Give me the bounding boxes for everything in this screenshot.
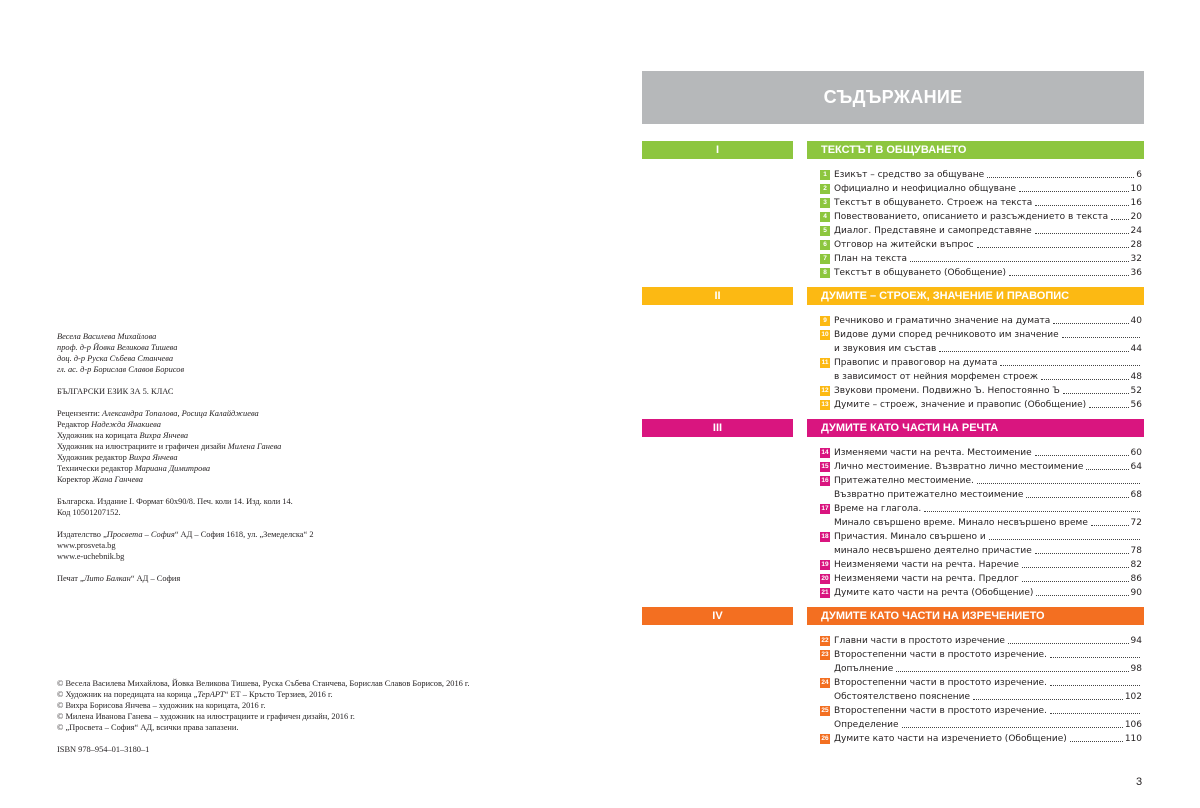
section-number: I — [642, 141, 793, 159]
entry-page-number: 82 — [1130, 560, 1142, 570]
entry-title-line: Думите като части на речта (Обобщение) — [834, 588, 1034, 598]
lesson-number-badge: 4 — [820, 212, 830, 222]
dot-leader — [1041, 379, 1129, 380]
dot-leader — [987, 177, 1134, 178]
toc-entry[interactable] — [820, 704, 1142, 732]
book-code: Код 10501207152. — [57, 508, 121, 517]
section-number: III — [642, 419, 793, 437]
entry-title-line: минало несвършено деятелно причастие — [834, 546, 1032, 556]
dot-leader — [1111, 219, 1128, 220]
entry-title-line: Причастия. Минало свършено и — [834, 532, 986, 542]
lesson-number-badge: 23 — [821, 651, 829, 658]
entry-title-line: Главни части в простото изречение — [834, 636, 1005, 646]
dot-leader — [910, 261, 1129, 262]
edition-info: Българска. Издание I. Формат 60х90/8. Печ. коли 14. Изд. коли 14. — [57, 497, 293, 506]
toc-entry[interactable] — [820, 634, 1142, 648]
credit-cover-artist: Художник на корицата Вихра Янчева — [57, 431, 189, 440]
toc-entry[interactable] — [820, 168, 1142, 182]
entry-page-number: 44 — [1130, 344, 1142, 354]
entry-page-number: 60 — [1130, 448, 1142, 458]
lesson-number-badge: 17 — [821, 505, 829, 512]
dot-leader — [1062, 337, 1140, 338]
dot-leader — [1063, 393, 1129, 394]
toc-header — [642, 71, 1144, 124]
entry-page-number: 106 — [1124, 720, 1142, 730]
entry-page-number: 110 — [1124, 734, 1142, 744]
dot-leader — [1050, 685, 1140, 686]
entry-page-number: 10 — [1130, 184, 1142, 194]
entry-title-line: Думите като части на изречението (Обобщение) — [834, 734, 1067, 744]
lesson-number-badge: 1 — [820, 170, 830, 180]
toc-entry[interactable] — [820, 224, 1142, 238]
toc-entry[interactable] — [820, 238, 1142, 252]
section-number: IV — [642, 607, 793, 625]
lesson-number-badge: 26 — [821, 735, 829, 742]
entry-title-line: Възвратно притежателно местоимение — [834, 490, 1024, 500]
author-4: гл. ас. д-р Борислав Славов Борисов — [57, 365, 185, 374]
lesson-number-badge: 19 — [821, 561, 829, 568]
lesson-number-badge: 21 — [821, 589, 829, 596]
dot-leader — [1091, 525, 1129, 526]
toc-entry[interactable] — [820, 266, 1142, 280]
lesson-number-badge: 8 — [820, 268, 830, 278]
entry-title-line: Речниково и граматично значение на думата — [834, 316, 1051, 326]
section-entry-list — [820, 314, 1142, 412]
lesson-number-badge: 16 — [821, 477, 829, 484]
dot-leader — [1070, 741, 1123, 742]
copyright-series-cover: © Художник на поредицата на корица „ТерАРТ“ ЕТ – Кръсто Терзиев, 2016 г. — [57, 690, 333, 699]
dot-leader — [1035, 205, 1128, 206]
dot-leader — [1035, 233, 1129, 234]
credit-reviewers: Рецензенти: Александра Топалова, Росица Калайджиева — [57, 409, 259, 418]
entry-title-line: и звуковия им състав — [834, 344, 937, 354]
entry-page-number: 56 — [1130, 400, 1142, 410]
toc-entry[interactable] — [820, 586, 1142, 600]
section-bar — [642, 287, 1144, 305]
toc-entry[interactable] — [820, 676, 1142, 704]
entry-page-number: 32 — [1130, 254, 1142, 264]
section-entry-list — [820, 634, 1142, 746]
section-title: ДУМИТЕ – СТРОЕЖ, ЗНАЧЕНИЕ И ПРАВОПИС — [807, 287, 1144, 305]
entry-title-line: Второстепенни части в простото изречение. — [834, 706, 1047, 716]
dot-leader — [896, 671, 1128, 672]
entry-title-line: Неизменяеми части на речта. Предлог — [834, 574, 1019, 584]
toc-entry[interactable] — [820, 732, 1142, 746]
dot-leader — [1000, 365, 1140, 366]
entry-page-number: 94 — [1130, 636, 1142, 646]
website-prosveta: www.prosveta.bg — [57, 541, 116, 550]
toc-entry[interactable] — [820, 196, 1142, 210]
entry-page-number: 36 — [1130, 268, 1142, 278]
entry-page-number: 52 — [1130, 386, 1142, 396]
entry-title-line: Обстоятелствено пояснение — [834, 692, 971, 702]
dot-leader — [1022, 567, 1129, 568]
book-title: БЪЛГАРСКИ ЕЗИК ЗА 5. КЛАС — [57, 387, 174, 396]
toc-entry[interactable] — [820, 182, 1142, 196]
copyright-publisher: © „Просвета – София“ АД, всички права запазени. — [57, 723, 239, 732]
section-bar — [642, 419, 1144, 437]
section-bar — [642, 141, 1144, 159]
entry-title-line: Звукови промени. Подвижно Ъ. Непостоянно Ъ — [834, 386, 1060, 396]
dot-leader — [1050, 657, 1140, 658]
dot-leader — [1035, 553, 1129, 554]
entry-page-number: 24 — [1130, 226, 1142, 236]
toc-entry[interactable] — [820, 210, 1142, 224]
lesson-number-badge: 24 — [821, 679, 829, 686]
lesson-number-badge: 25 — [821, 707, 829, 714]
credit-proofreader: Коректор Жана Ганчева — [57, 475, 143, 484]
entry-page-number: 86 — [1130, 574, 1142, 584]
dot-leader — [1035, 455, 1129, 456]
toc-entry[interactable] — [820, 446, 1142, 460]
entry-page-number: 28 — [1130, 240, 1142, 250]
lesson-number-badge: 12 — [821, 387, 829, 394]
entry-page-number: 98 — [1130, 664, 1142, 674]
dot-leader — [924, 511, 1140, 512]
entry-title-line: Неизменяеми части на речта. Наречие — [834, 560, 1019, 570]
section-entry-list — [820, 446, 1142, 600]
lesson-number-badge: 2 — [820, 184, 830, 194]
lesson-number-badge: 11 — [821, 359, 829, 366]
toc-section-3 — [642, 419, 1144, 598]
entry-title-line: Официално и неофициално общуване — [834, 184, 1016, 194]
toc-entry[interactable] — [820, 648, 1142, 676]
entry-title-line: Видове думи според речниковото им значение — [834, 330, 1059, 340]
lesson-number-badge: 14 — [821, 449, 829, 456]
toc-entry[interactable] — [820, 474, 1142, 502]
website-euchebnik: www.e-uchebnik.bg — [57, 552, 125, 561]
lesson-number-badge: 6 — [820, 240, 830, 250]
dot-leader — [1009, 275, 1129, 276]
entry-title-line: Време на глагола. — [834, 504, 922, 514]
lesson-number-badge: 22 — [821, 637, 829, 644]
lesson-number-badge: 15 — [821, 463, 829, 470]
dot-leader — [1089, 407, 1128, 408]
entry-title-line: Текстът в общуването (Обобщение) — [834, 268, 1006, 278]
dot-leader — [1008, 643, 1129, 644]
section-title: ТЕКСТЪТ В ОБЩУВАНЕТО — [807, 141, 1144, 159]
entry-title-line: Диалог. Представяне и самопредставяне — [834, 226, 1032, 236]
section-bar — [642, 607, 1144, 625]
credit-tech-editor: Технически редактор Мариана Димитрова — [57, 464, 211, 473]
entry-page-number: 68 — [1130, 490, 1142, 500]
toc-title: СЪДЪРЖАНИЕ — [823, 87, 963, 107]
dot-leader — [1053, 323, 1128, 324]
toc-entry[interactable] — [820, 328, 1142, 356]
entry-title-line: План на текста — [834, 254, 907, 264]
printer-info: Печат „Лито Балкан“ АД – София — [57, 574, 181, 583]
entry-page-number: 90 — [1130, 588, 1142, 598]
copyright-illustrator: © Милена Иванова Ганева – художник на илюстрациите и графичен дизайн, 2016 г. — [57, 712, 355, 721]
entry-page-number: 72 — [1130, 518, 1142, 528]
lesson-number-badge: 18 — [821, 533, 829, 540]
section-number: II — [642, 287, 793, 305]
toc-entry[interactable] — [820, 502, 1142, 530]
toc-section-2 — [642, 287, 1144, 410]
dot-leader — [989, 539, 1140, 540]
toc-entry[interactable] — [820, 314, 1142, 328]
entry-title-line: Второстепенни части в простото изречение. — [834, 678, 1047, 688]
dot-leader — [977, 483, 1140, 484]
copyright-cover-artist: © Вихра Борисова Янчева – художник на корицата, 2016 г. — [57, 701, 266, 710]
entry-title-line: Допълнение — [834, 664, 894, 674]
entry-page-number: 40 — [1130, 316, 1142, 326]
entry-title-line: Изменяеми части на речта. Местоимение — [834, 448, 1032, 458]
entry-title-line: Лично местоимение. Възвратно лично местоимение — [834, 462, 1084, 472]
dot-leader — [977, 247, 1129, 248]
entry-title-line: Притежателно местоимение. — [834, 476, 974, 486]
dot-leader — [1019, 191, 1129, 192]
credit-art-editor: Художник редактор Вихра Янчева — [57, 453, 178, 462]
dot-leader — [1050, 713, 1140, 714]
entry-title-line: Минало свършено време. Минало несвършено време — [834, 518, 1088, 528]
entry-title-line: Повествованието, описанието и разсъждението в текста — [834, 212, 1109, 222]
lesson-number-badge: 7 — [820, 254, 830, 264]
entry-title-line: Думите – строеж, значение и правопис (Обобщение) — [834, 400, 1087, 410]
section-title: ДУМИТЕ КАТО ЧАСТИ НА ИЗРЕЧЕНИЕТО — [807, 607, 1144, 625]
dot-leader — [902, 727, 1123, 728]
entry-title-line: Правопис и правоговор на думата — [834, 358, 998, 368]
entry-title-line: Определение — [834, 720, 899, 730]
credit-editor: Редактор Надежда Янакиева — [57, 420, 161, 429]
lesson-number-badge: 10 — [821, 331, 829, 338]
toc-entry[interactable] — [820, 530, 1142, 558]
publisher-info: Издателство „Просвета – София“ АД – София 1618, ул. „Земеделска“ 2 — [57, 530, 314, 539]
entry-title-line: в зависимост от нейния морфемен строеж — [834, 372, 1039, 382]
section-title: ДУМИТЕ КАТО ЧАСТИ НА РЕЧТА — [807, 419, 1144, 437]
toc-entry[interactable] — [820, 384, 1142, 398]
toc-entry[interactable] — [820, 398, 1142, 412]
author-2: проф. д-р Йовка Великова Тишева — [57, 343, 178, 352]
copyright-authors: © Весела Василева Михайлова, Йовка Великова Тишева, Руска Събева Станчева, Борислав Славов Борисов, 2016 г. — [57, 679, 470, 688]
entry-page-number: 20 — [1130, 212, 1142, 222]
entry-page-number: 102 — [1124, 692, 1142, 702]
isbn: ISBN 978–954–01–3180–1 — [57, 745, 150, 754]
entry-page-number: 16 — [1130, 198, 1142, 208]
entry-page-number: 6 — [1136, 170, 1142, 180]
toc-entry[interactable] — [820, 460, 1142, 474]
lesson-number-badge: 3 — [820, 198, 830, 208]
author-3: доц. д-р Руска Събева Станчева — [57, 354, 174, 363]
entry-title-line: Отговор на житейски въпрос — [834, 240, 974, 250]
dot-leader — [1036, 595, 1128, 596]
entry-page-number: 78 — [1130, 546, 1142, 556]
entry-title-line: Второстепенни части в простото изречение. — [834, 650, 1047, 660]
toc-entry[interactable] — [820, 558, 1142, 572]
entry-title-line: Текстът в общуването. Строеж на текста — [834, 198, 1033, 208]
lesson-number-badge: 20 — [821, 575, 829, 582]
dot-leader — [939, 351, 1128, 352]
toc-entry[interactable] — [820, 356, 1142, 384]
entry-page-number: 64 — [1130, 462, 1142, 472]
entry-title-line: Езикът – средство за общуване — [834, 170, 985, 180]
dot-leader — [1026, 497, 1128, 498]
lesson-number-badge: 9 — [820, 316, 830, 326]
toc-section-4 — [642, 607, 1144, 744]
credit-illustrator: Художник на илюстрациите и графичен дизайн Милена Ганева — [57, 442, 282, 451]
entry-page-number: 48 — [1130, 372, 1142, 382]
dot-leader — [1022, 581, 1129, 582]
toc-section-1 — [642, 141, 1144, 278]
dot-leader — [973, 699, 1123, 700]
page-number: 3 — [1136, 776, 1143, 788]
toc-entry[interactable] — [820, 252, 1142, 266]
section-entry-list — [820, 168, 1142, 280]
author-1: Весела Василева Михайлова — [57, 332, 157, 341]
lesson-number-badge: 13 — [821, 401, 829, 408]
dot-leader — [1086, 469, 1128, 470]
toc-entry[interactable] — [820, 572, 1142, 586]
lesson-number-badge: 5 — [820, 226, 830, 236]
